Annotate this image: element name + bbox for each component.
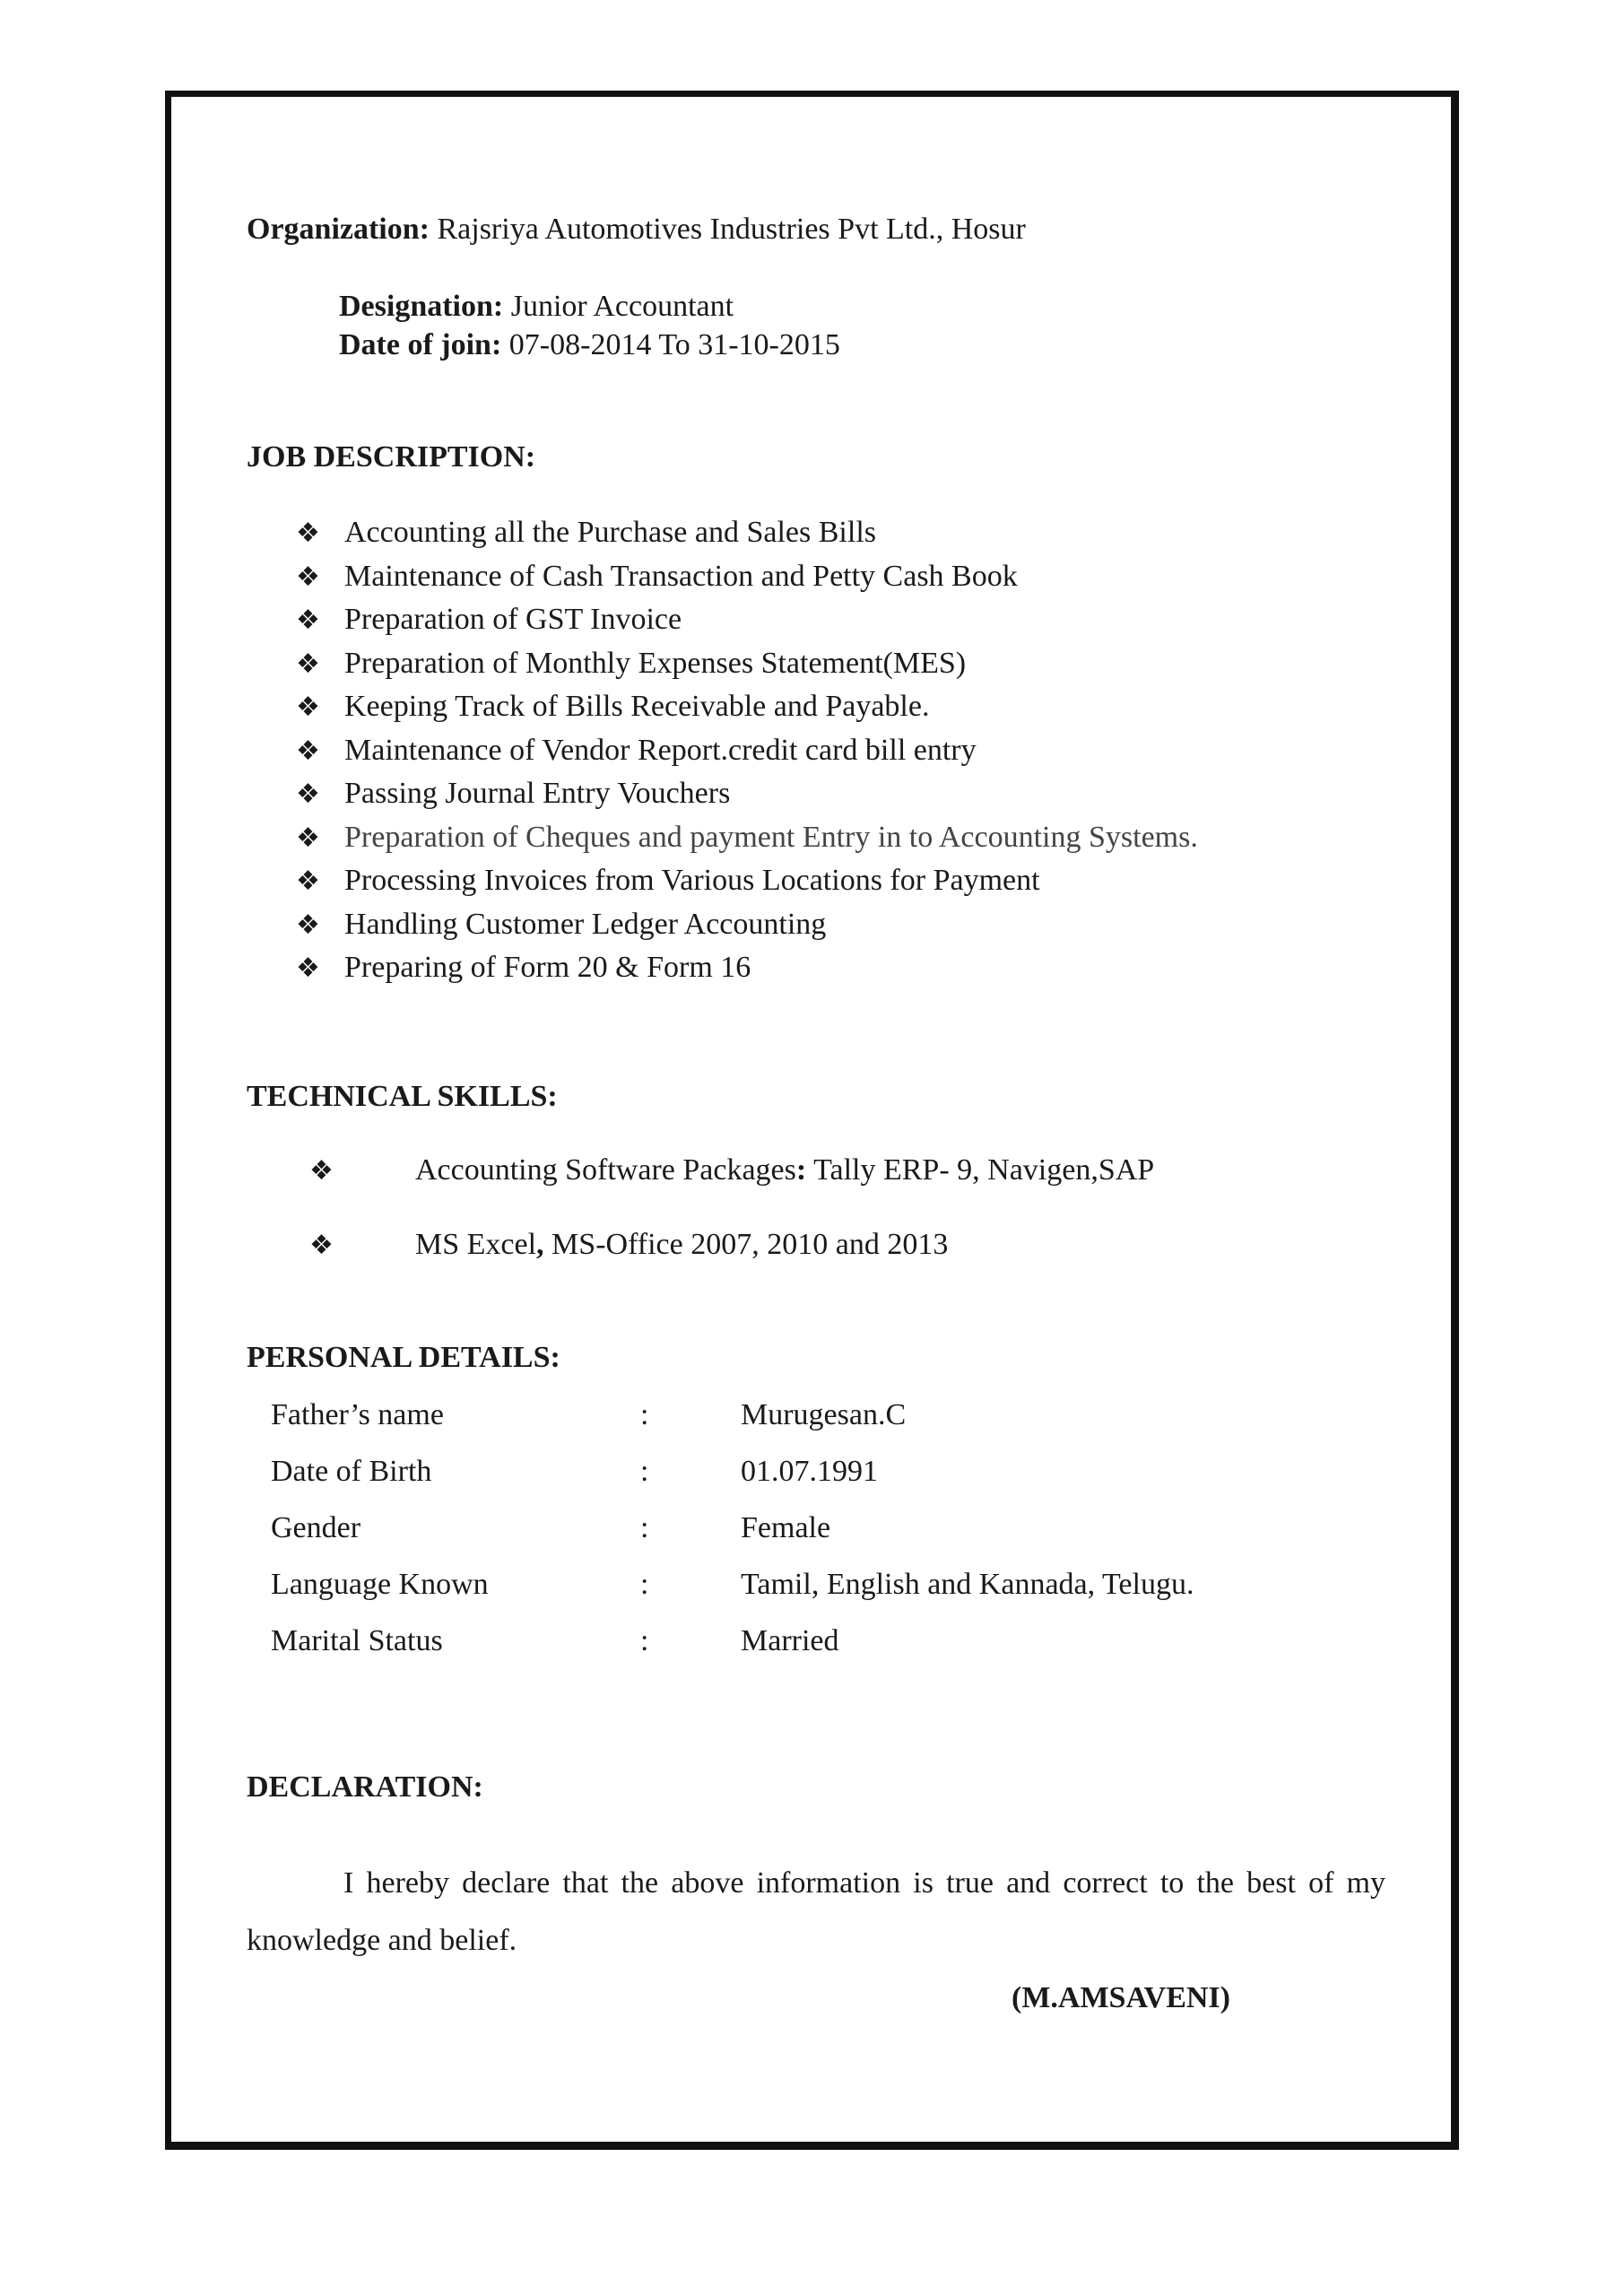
organization-line [247, 212, 1026, 248]
list-item: ❖ Preparing of Form 20 & Form 16 [296, 946, 1198, 990]
designation-label: Designation: [339, 290, 504, 323]
diamond-bullet-icon: ❖ [296, 691, 320, 723]
organization-label: Organization: [247, 213, 430, 246]
diamond-bullet-icon: ❖ [309, 1230, 334, 1261]
job-description-heading: JOB DESCRIPTION: [247, 440, 536, 474]
page-border [165, 91, 1459, 2150]
list-item: ❖ Preparation of Cheques and payment Entry in to Accounting Systems. [296, 816, 1198, 860]
date-of-join-label: Date of join: [339, 328, 502, 361]
skill-item-ms-office: ❖ MS Excel, MS-Office 2007, 2010 and 2013 [309, 1227, 948, 1264]
designation-line [339, 289, 734, 325]
diamond-bullet-icon: ❖ [296, 648, 320, 680]
date-of-join-line [339, 327, 840, 363]
list-item: ❖ Processing Invoices from Various Locations for Payment [296, 859, 1198, 903]
diamond-bullet-icon: ❖ [309, 1155, 334, 1187]
declaration-text: I hereby declare that the above information is true and correct to the best of my knowledge and belief. [247, 1866, 1385, 1957]
diamond-bullet-icon: ❖ [296, 822, 320, 854]
list-item: ❖ Preparation of GST Invoice [296, 598, 1198, 642]
skill-item-accounting-software: ❖ Accounting Software Packages: Tally ERP- 9, Navigen,SAP [309, 1152, 1154, 1189]
list-item: ❖ Preparation of Monthly Expenses Statement(MES) [296, 642, 1198, 686]
diamond-bullet-icon: ❖ [296, 778, 320, 810]
date-of-join-value: 07-08-2014 To 31-10-2015 [508, 328, 840, 361]
list-item: ❖ Maintenance of Cash Transaction and Petty Cash Book [296, 555, 1198, 599]
declaration-heading: DECLARATION: [247, 1770, 483, 1804]
personal-details-heading: PERSONAL DETAILS: [247, 1341, 560, 1374]
list-item: ❖ Passing Journal Entry Vouchers [296, 772, 1198, 816]
list-item: ❖ Maintenance of Vendor Report.credit card bill entry [296, 729, 1198, 773]
job-description-list [296, 511, 1198, 990]
diamond-bullet-icon: ❖ [296, 517, 320, 549]
designation-value: Junior Accountant [510, 290, 734, 323]
list-item: ❖ Keeping Track of Bills Receivable and Payable. [296, 685, 1198, 729]
signature-name: (M.AMSAVENI) [1012, 1981, 1230, 2014]
organization-value: Rajsriya Automotives Industries Pvt Ltd., Hosur [437, 213, 1026, 246]
diamond-bullet-icon: ❖ [296, 604, 320, 636]
diamond-bullet-icon: ❖ [296, 561, 320, 593]
diamond-bullet-icon: ❖ [296, 735, 320, 767]
diamond-bullet-icon: ❖ [296, 952, 320, 984]
list-item: ❖ Handling Customer Ledger Accounting [296, 903, 1198, 947]
diamond-bullet-icon: ❖ [296, 909, 320, 941]
diamond-bullet-icon: ❖ [296, 865, 320, 897]
technical-skills-heading: TECHNICAL SKILLS: [247, 1080, 558, 1113]
list-item: ❖ Accounting all the Purchase and Sales Bills [296, 511, 1198, 555]
